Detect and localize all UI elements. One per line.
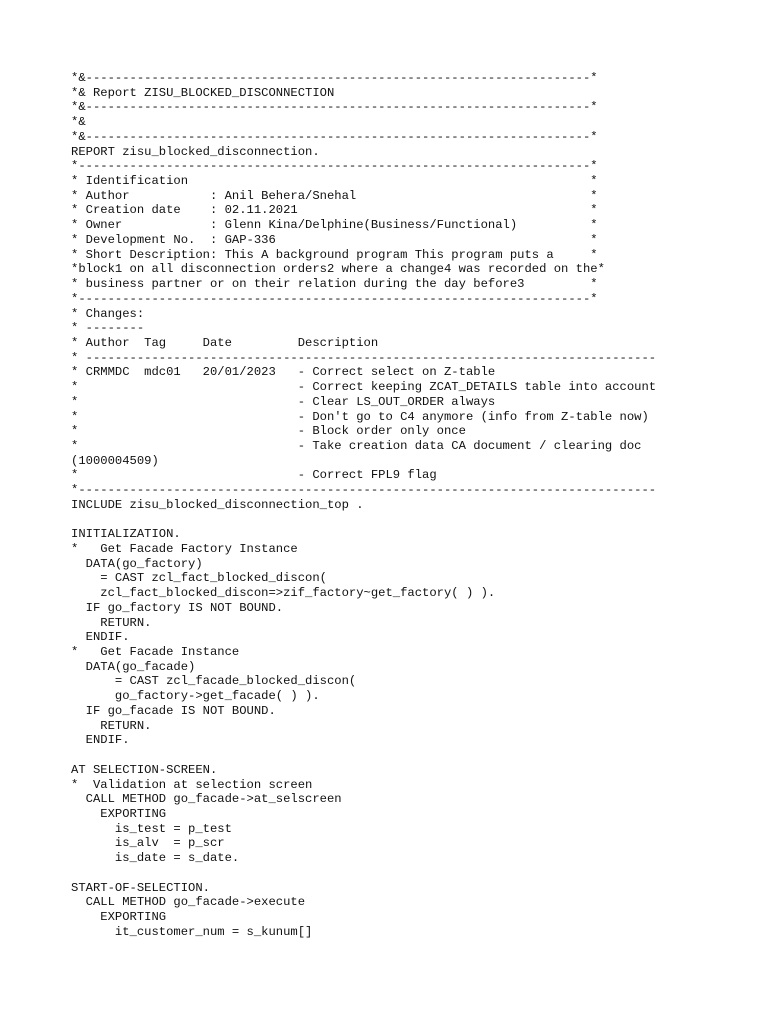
code-line: * - Clear LS_OUT_ORDER always: [71, 394, 496, 409]
code-line: EXPORTING: [71, 806, 167, 821]
code-line: *&---------------------------------------------------------------------*: [71, 100, 598, 115]
code-line: *&---------------------------------------------------------------------*: [71, 129, 598, 144]
code-line: *&: [71, 115, 86, 130]
code-line: * - Correct keeping ZCAT_DETAILS table into account: [71, 380, 657, 395]
code-line: * Development No. : GAP-336 *: [71, 232, 598, 247]
code-line: is_test = p_test: [71, 821, 232, 836]
code-line: IF go_factory IS NOT BOUND.: [71, 600, 284, 615]
code-line: * Author : Anil Behera/Snehal *: [71, 188, 598, 203]
code-line: *----------------------------------------------------------------------*: [71, 291, 598, 306]
code-line: * Identification *: [71, 174, 598, 189]
code-line: * ------------------------------------------------------------------------------: [71, 350, 657, 365]
code-line: (1000004509): [71, 453, 159, 468]
code-line: [71, 748, 656, 763]
code-line: CALL METHOD go_facade->execute: [71, 895, 306, 910]
code-line: *-------------------------------------------------------------------------------: [71, 483, 657, 498]
code-line: * Owner : Glenn Kina/Delphine(Business/Functional) *: [71, 218, 598, 233]
code-line: REPORT zisu_blocked_disconnection.: [71, 144, 320, 159]
code-line: * --------: [71, 321, 145, 336]
code-line: INCLUDE zisu_blocked_disconnection_top .: [71, 497, 364, 512]
code-line: it_customer_num = s_kunum[]: [71, 924, 313, 939]
code-line: = CAST zcl_facade_blocked_discon(: [71, 674, 357, 689]
code-line: EXPORTING: [71, 909, 167, 924]
code-line: * business partner or on their relation during the day before3 *: [71, 277, 598, 292]
code-line: *& Report ZISU_BLOCKED_DISCONNECTION: [71, 85, 335, 100]
code-line: *----------------------------------------------------------------------*: [71, 159, 598, 174]
code-line: * Short Description: This A background program This program puts a *: [71, 247, 598, 262]
code-line: START-OF-SELECTION.: [71, 880, 210, 895]
abap-source-code: [71, 71, 656, 939]
code-line: *block1 on all disconnection orders2 where a change4 was recorded on the*: [71, 262, 605, 277]
code-line: DATA(go_facade): [71, 659, 196, 674]
code-line: * Validation at selection screen: [71, 777, 313, 792]
code-line: * - Block order only once: [71, 424, 466, 439]
code-line: ENDIF.: [71, 733, 130, 748]
code-line: CALL METHOD go_facade->at_selscreen: [71, 792, 342, 807]
code-line: * Changes:: [71, 306, 145, 321]
code-line: * Author Tag Date Description: [71, 335, 379, 350]
code-line: DATA(go_factory): [71, 556, 203, 571]
code-line: = CAST zcl_fact_blocked_discon(: [71, 571, 327, 586]
code-line: * Get Facade Instance: [71, 645, 240, 660]
code-line: *&---------------------------------------------------------------------*: [71, 71, 598, 85]
code-line: AT SELECTION-SCREEN.: [71, 762, 218, 777]
code-line: zcl_fact_blocked_discon=>zif_factory~get_factory( ) ).: [71, 586, 496, 601]
code-line: * CRMMDC mdc01 20/01/2023 - Correct select on Z-table: [71, 365, 496, 380]
code-line: * Get Facade Factory Instance: [71, 542, 298, 556]
code-line: go_factory->get_facade( ) ).: [71, 689, 320, 704]
code-line: * - Take creation data CA document / clearing doc: [71, 438, 642, 453]
code-line: is_date = s_date.: [71, 851, 240, 866]
code-line: [71, 866, 656, 881]
code-line: [71, 513, 656, 528]
code-line: IF go_facade IS NOT BOUND.: [71, 703, 276, 718]
code-line: * - Don't go to C4 anymore (info from Z-table now): [71, 409, 649, 424]
code-line: * - Correct FPL9 flag: [71, 468, 437, 483]
code-line: RETURN.: [71, 615, 152, 630]
code-line: INITIALIZATION.: [71, 527, 181, 542]
code-line: is_alv = p_scr: [71, 836, 225, 851]
code-line: ENDIF.: [71, 630, 130, 645]
code-line: * Creation date : 02.11.2021 *: [71, 203, 598, 218]
code-line: RETURN.: [71, 718, 152, 733]
